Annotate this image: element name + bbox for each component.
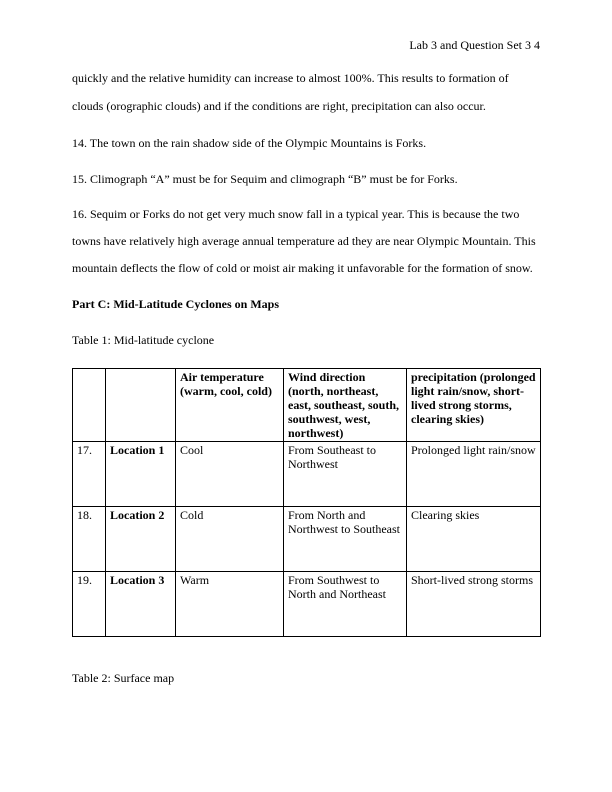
air-temperature-cell: Cold	[176, 507, 284, 572]
table-row	[73, 572, 541, 637]
cyclone-table	[72, 368, 541, 637]
paragraph-line: clouds (orographic clouds) and if the conditions are right, precipitation can also occur.	[72, 99, 486, 113]
wind-direction-cell: From North and Northwest to Southeast	[284, 507, 407, 572]
row-number: 18.	[73, 507, 106, 572]
table-caption: Table 1: Mid-latitude cyclone	[72, 333, 215, 347]
location-label: Location 3	[106, 572, 176, 637]
air-temperature-cell: Cool	[176, 442, 284, 507]
precipitation-cell: Clearing skies	[407, 507, 541, 572]
header-wind-direction: Wind direction (north, northeast, east, southeast, south, southwest, west, northwest)	[284, 369, 407, 442]
question-14: 14. The town on the rain shadow side of the Olympic Mountains is Forks.	[72, 136, 427, 150]
row-number: 19.	[73, 572, 106, 637]
air-temperature-cell: Warm	[176, 572, 284, 637]
running-head: Lab 3 and Question Set 3 4	[409, 38, 540, 52]
header-precipitation: precipitation (prolonged light rain/snow, short-lived strong storms, clearing skies)	[407, 369, 541, 442]
question-16-line: 16. Sequim or Forks do not get very much snow fall in a typical year. This is because the two	[72, 207, 520, 221]
paragraph-line: quickly and the relative humidity can increase to almost 100%. This results to formation of	[72, 71, 509, 85]
header-air-temperature: Air temperature (warm, cool, cold)	[176, 369, 284, 442]
table-header-row	[73, 369, 541, 442]
wind-direction-cell: From Southwest to North and Northeast	[284, 572, 407, 637]
section-heading: Part C: Mid-Latitude Cyclones on Maps	[72, 297, 279, 311]
precipitation-cell: Prolonged light rain/snow	[407, 442, 541, 507]
table-row	[73, 442, 541, 507]
precipitation-cell: Short-lived strong storms	[407, 572, 541, 637]
empty-header-cell	[73, 369, 106, 442]
question-16-line: towns have relatively high average annual temperature ad they are near Olympic Mountain. This	[72, 234, 536, 248]
wind-direction-cell: From Southeast to Northwest	[284, 442, 407, 507]
question-15: 15. Climograph “A” must be for Sequim and climograph “B” must be for Forks.	[72, 172, 458, 186]
question-16-line: mountain deflects the flow of cold or moist air making it unfavorable for the formation of snow.	[72, 261, 533, 275]
empty-header-cell	[106, 369, 176, 442]
row-number: 17.	[73, 442, 106, 507]
location-label: Location 2	[106, 507, 176, 572]
location-label: Location 1	[106, 442, 176, 507]
table-caption: Table 2: Surface map	[72, 671, 175, 685]
table-row	[73, 507, 541, 572]
